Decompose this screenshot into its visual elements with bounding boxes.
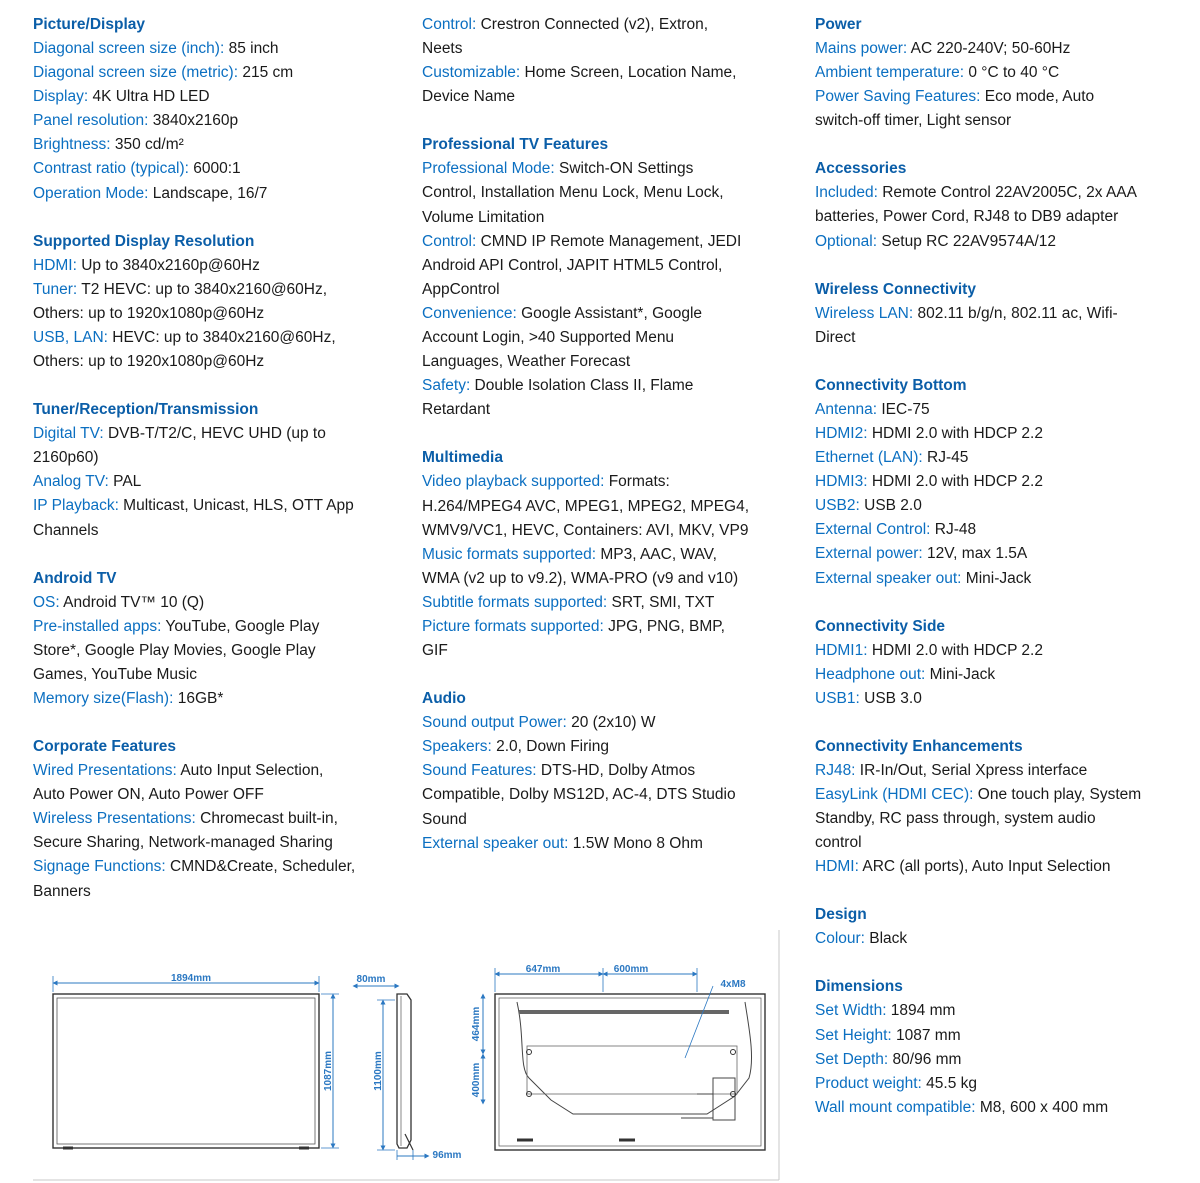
- spec-value: SRT, SMI, TXT: [607, 593, 715, 611]
- rear-screws-label: 4xM8: [720, 979, 746, 990]
- spec-line: [815, 85, 1195, 109]
- spec-value: 80/96 mm: [888, 1050, 962, 1068]
- spec-label: Tuner:: [33, 280, 78, 298]
- spec-line: [422, 398, 792, 422]
- spec-value: GIF: [422, 642, 448, 660]
- spec-line: [815, 494, 1195, 518]
- spec-label: Contrast ratio (typical):: [33, 160, 189, 178]
- section-title: Power: [815, 16, 862, 33]
- spec-column-2: [422, 13, 792, 880]
- section-title: Corporate Features: [33, 738, 176, 756]
- spec-line: [33, 494, 403, 518]
- dimension-drawing: [33, 928, 781, 1181]
- spec-value: switch-off timer, Light sensor: [815, 112, 1012, 130]
- section-title: Wireless Connectivity: [815, 280, 976, 298]
- spec-value: Landscape, 16/7: [148, 184, 268, 202]
- section-title: Connectivity Side: [815, 617, 946, 635]
- spec-value: USB 2.0: [859, 497, 922, 515]
- spec-line: [33, 807, 403, 831]
- spec-line: [422, 470, 792, 494]
- spec-line: [33, 278, 403, 302]
- spec-value: Neets: [422, 40, 463, 58]
- section-title: Android TV: [33, 569, 117, 587]
- spec-value: control: [815, 834, 862, 852]
- spec-label: Panel resolution:: [33, 112, 149, 130]
- spec-label: EasyLink (HDMI CEC):: [815, 785, 974, 803]
- spec-line: [815, 181, 1195, 205]
- spec-label: Control:: [422, 232, 477, 250]
- spec-value: AppControl: [422, 280, 500, 298]
- section-title: Professional TV Features: [422, 136, 609, 154]
- spec-value: CMND&Create, Scheduler,: [165, 858, 356, 876]
- spec-label: Memory size(Flash):: [33, 689, 174, 707]
- spec-label: OS:: [33, 593, 60, 611]
- spec-value: Direct: [815, 328, 856, 346]
- spec-label: External power:: [815, 545, 923, 563]
- spec-line: [422, 230, 792, 254]
- spec-label: Display:: [33, 88, 89, 106]
- spec-value: Mini-Jack: [925, 665, 996, 683]
- spec-label: HDMI2:: [815, 424, 868, 442]
- section-title: Multimedia: [422, 449, 503, 467]
- spec-line: [815, 831, 1195, 855]
- spec-line: [422, 832, 792, 856]
- spec-line: [422, 157, 792, 181]
- spec-label: USB1:: [815, 689, 860, 707]
- spec-label: Brightness:: [33, 136, 111, 154]
- spec-line: [422, 519, 792, 543]
- spec-value: 85 inch: [224, 40, 279, 57]
- spec-line: [422, 181, 792, 205]
- rear-upper-label: 464mm: [471, 1006, 482, 1042]
- spec-value: 16GB*: [173, 689, 224, 707]
- spec-label: Picture formats supported:: [422, 617, 604, 635]
- spec-label: Product weight:: [815, 1074, 922, 1092]
- spec-line: [33, 61, 403, 85]
- side-depth-bottom-label: 96mm: [432, 1150, 462, 1161]
- spec-line: [422, 639, 792, 663]
- spec-line: [33, 687, 403, 711]
- spec-value: 12V, max 1.5A: [922, 545, 1028, 563]
- section-design: [815, 903, 1195, 951]
- spec-line: [422, 326, 792, 350]
- spec-label: Safety:: [422, 377, 471, 395]
- spec-value: HDMI 2.0 with HDCP 2.2: [867, 641, 1043, 659]
- spec-value: ARC (all ports), Auto Input Selection: [858, 858, 1111, 876]
- section-accessories: [815, 157, 1195, 253]
- section-title: Picture/Display: [33, 16, 145, 33]
- spec-value: Chromecast built-in,: [195, 810, 338, 828]
- spec-value: Account Login, >40 Supported Menu: [422, 329, 675, 347]
- rear-bracket: [527, 1046, 737, 1094]
- front-height-label: 1087mm: [323, 1050, 334, 1092]
- spec-line: [422, 735, 792, 759]
- spec-value: Double Isolation Class II, Flame: [470, 377, 694, 395]
- spec-label: Optional:: [815, 232, 878, 250]
- spec-value: JPG, PNG, BMP,: [603, 617, 725, 635]
- spec-line: [815, 470, 1195, 494]
- spec-label: Set Width:: [815, 1002, 887, 1020]
- spec-value: Device Name: [422, 88, 516, 106]
- spec-label: HDMI3:: [815, 473, 868, 491]
- spec-value: YouTube, Google Play: [161, 617, 320, 635]
- section-corporate-features: [33, 735, 403, 904]
- spec-line: [422, 567, 792, 591]
- spec-label: Headphone out:: [815, 665, 926, 683]
- spec-line: [33, 109, 403, 133]
- spec-line: [815, 326, 1195, 350]
- spec-value: 3840x2160p: [148, 112, 239, 130]
- spec-value: 6000:1: [188, 160, 241, 178]
- spec-value: CMND IP Remote Management, JEDI: [476, 232, 742, 250]
- spec-line: [815, 639, 1195, 663]
- spec-line: [815, 37, 1195, 61]
- spec-label: Wireless Presentations:: [33, 810, 196, 828]
- spec-line: [33, 350, 403, 374]
- spec-line: [33, 615, 403, 639]
- section-connectivity-side: [815, 615, 1195, 711]
- spec-label: HDMI1:: [815, 641, 868, 659]
- section-title: Accessories: [815, 160, 907, 178]
- front-outer: [53, 994, 319, 1148]
- spec-line: [33, 302, 403, 326]
- spec-line: [422, 591, 792, 615]
- side-view: [355, 974, 462, 1161]
- rear-outer: [495, 994, 765, 1150]
- spec-label: Convenience:: [422, 304, 517, 322]
- spec-line: [422, 254, 792, 278]
- spec-value: RJ-45: [922, 449, 969, 467]
- spec-value: 20 (2x10) W: [566, 714, 656, 732]
- spec-label: Professional Mode:: [422, 160, 555, 178]
- spec-line: [815, 542, 1195, 566]
- spec-value: One touch play, System: [973, 785, 1142, 803]
- spec-value: 2.0, Down Firing: [491, 738, 609, 756]
- spec-line: [422, 783, 792, 807]
- spec-line: [815, 230, 1195, 254]
- spec-label: USB2:: [815, 497, 860, 515]
- spec-label: Customizable:: [422, 64, 521, 82]
- spec-value: Compatible, Dolby MS12D, AC-4, DTS Studio: [422, 786, 736, 804]
- spec-value: Retardant: [422, 401, 491, 419]
- spec-line: [33, 422, 403, 446]
- spec-label: Ethernet (LAN):: [815, 449, 923, 467]
- section-title: Connectivity Bottom: [815, 376, 967, 394]
- spec-line: [815, 855, 1195, 879]
- spec-value: Remote Control 22AV2005C, 2x AAA: [877, 184, 1137, 202]
- section-title: Connectivity Enhancements: [815, 737, 1023, 755]
- spec-line: [33, 639, 403, 663]
- section-connectivity-enhancements: [815, 735, 1195, 879]
- spec-line: [33, 591, 403, 615]
- spec-line: [815, 1072, 1195, 1096]
- spec-value: Banners: [33, 882, 91, 900]
- section-title: Audio: [422, 690, 466, 708]
- spec-line: [422, 85, 792, 109]
- spec-value: HEVC: up to 3840x2160@60Hz,: [107, 328, 336, 346]
- spec-label: Pre-installed apps:: [33, 617, 162, 635]
- section-professional-tv-features: [422, 133, 792, 422]
- spec-label: Mains power:: [815, 40, 908, 57]
- spec-line: [33, 855, 403, 879]
- spec-value: Others: up to 1920x1080p@60Hz: [33, 304, 265, 322]
- section-audio: [422, 687, 792, 856]
- spec-value: PAL: [108, 473, 142, 491]
- spec-value: Android API Control, JAPIT HTML5 Control,: [422, 256, 723, 274]
- spec-value: M8, 600 x 400 mm: [975, 1098, 1109, 1116]
- spec-value: Auto Input Selection,: [176, 762, 324, 780]
- spec-value: IR-In/Out, Serial Xpress interface: [855, 761, 1088, 779]
- section-continued: [422, 13, 792, 109]
- spec-label: External speaker out:: [815, 569, 962, 587]
- spec-label: Wireless LAN:: [815, 304, 914, 322]
- spec-value: Eco mode, Auto: [980, 88, 1095, 106]
- spec-line: [33, 663, 403, 687]
- spec-value: Google Assistant*, Google: [516, 304, 703, 322]
- spec-value: batteries, Power Cord, RJ48 to DB9 adapter: [815, 208, 1119, 226]
- section-android-tv: [33, 567, 403, 711]
- spec-value: 350 cd/m²: [110, 136, 184, 154]
- spec-line: [815, 422, 1195, 446]
- spec-value: RJ-48: [930, 521, 977, 539]
- spec-label: Diagonal screen size (metric):: [33, 64, 239, 82]
- spec-value: IEC-75: [877, 400, 930, 418]
- spec-value: Up to 3840x2160p@60Hz: [76, 256, 260, 274]
- spec-label: Power Saving Features:: [815, 88, 981, 106]
- spec-value: Standby, RC pass through, system audio: [815, 810, 1096, 828]
- spec-line: [422, 615, 792, 639]
- section-tuner-reception-transmission: [33, 398, 403, 542]
- spec-label: Operation Mode:: [33, 184, 149, 202]
- section-dimensions: [815, 975, 1195, 1119]
- spec-line: [815, 567, 1195, 591]
- side-profile: [397, 994, 411, 1148]
- spec-label: External Control:: [815, 521, 931, 539]
- spec-line: [815, 663, 1195, 687]
- spec-label: Colour:: [815, 930, 865, 948]
- section-supported-display-resolution: [33, 230, 403, 374]
- spec-line: [815, 109, 1195, 133]
- spec-line: [815, 1096, 1195, 1120]
- spec-value: Auto Power ON, Auto Power OFF: [33, 786, 264, 804]
- spec-value: Secure Sharing, Network-managed Sharing: [33, 834, 333, 852]
- spec-value: MP3, AAC, WAV,: [596, 545, 717, 563]
- spec-value: H.264/MPEG4 AVC, MPEG1, MPEG2, MPEG4,: [422, 497, 750, 515]
- spec-line: [33, 254, 403, 278]
- spec-line: [422, 278, 792, 302]
- spec-line: [33, 470, 403, 494]
- spec-line: [33, 880, 403, 904]
- spec-value: WMA (v2 up to v9.2), WMA-PRO (v9 and v10): [422, 569, 739, 587]
- spec-line: [815, 1024, 1195, 1048]
- spec-line: [815, 759, 1195, 783]
- spec-line: [33, 133, 403, 157]
- spec-value: Others: up to 1920x1080p@60Hz: [33, 353, 265, 371]
- rear-view: [471, 964, 765, 1150]
- spec-value: Black: [864, 930, 908, 948]
- spec-label: Antenna:: [815, 400, 878, 418]
- spec-label: IP Playback:: [33, 497, 119, 515]
- spec-line: [422, 37, 792, 61]
- spec-label: Sound Features:: [422, 762, 537, 780]
- spec-value: WMV9/VC1, HEVC, Containers: AVI, MKV, VP9: [422, 521, 749, 539]
- section-title: Supported Display Resolution: [33, 232, 255, 250]
- spec-value: HDMI 2.0 with HDCP 2.2: [867, 424, 1043, 442]
- spec-label: Video playback supported:: [422, 473, 605, 491]
- spec-label: Music formats supported:: [422, 545, 597, 563]
- spec-line: [422, 13, 792, 37]
- spec-label: USB, LAN:: [33, 328, 108, 346]
- spec-line: [422, 495, 792, 519]
- side-depth-top-label: 80mm: [356, 974, 386, 985]
- section-title: Dimensions: [815, 978, 903, 996]
- spec-value: Games, YouTube Music: [33, 665, 197, 683]
- rear-screws-leader: [685, 986, 713, 1058]
- spec-value: 1087 mm: [891, 1026, 961, 1044]
- section-multimedia: [422, 446, 792, 663]
- spec-value: AC 220-240V; 50-60Hz: [907, 40, 1071, 57]
- rear-top-strip: [519, 1010, 729, 1014]
- spec-value: 45.5 kg: [921, 1074, 977, 1092]
- spec-label: Wall mount compatible:: [815, 1098, 976, 1116]
- rear-connector-panel: [713, 1078, 735, 1120]
- spec-value: 2160p60): [33, 449, 99, 467]
- section-wireless-connectivity: [815, 278, 1195, 350]
- section-title: Design: [815, 906, 867, 924]
- spec-label: HDMI:: [33, 256, 77, 274]
- spec-column-1: [33, 13, 403, 928]
- spec-line: [422, 302, 792, 326]
- spec-label: Subtitle formats supported:: [422, 593, 608, 611]
- rear-screw-2: [731, 1050, 736, 1055]
- spec-label: Set Depth:: [815, 1050, 889, 1068]
- spec-label: Wired Presentations:: [33, 762, 177, 780]
- spec-line: [815, 807, 1195, 831]
- spec-label: External speaker out:: [422, 834, 569, 852]
- rear-lower-label: 400mm: [471, 1062, 482, 1098]
- spec-value: Channels: [33, 521, 99, 539]
- section-title: Tuner/Reception/Transmission: [33, 401, 259, 419]
- spec-value: DTS-HD, Dolby Atmos: [536, 762, 696, 780]
- spec-value: 1894 mm: [886, 1002, 956, 1020]
- spec-line: [815, 518, 1195, 542]
- spec-line: [815, 446, 1195, 470]
- spec-value: Sound: [422, 810, 467, 828]
- spec-value: USB 3.0: [859, 689, 922, 707]
- spec-label: HDMI:: [815, 858, 859, 876]
- spec-value: Crestron Connected (v2), Extron,: [476, 16, 709, 33]
- spec-line: [33, 37, 403, 61]
- spec-line: [422, 61, 792, 85]
- spec-line: [422, 374, 792, 398]
- spec-line: [815, 999, 1195, 1023]
- spec-label: Set Height:: [815, 1026, 892, 1044]
- spec-label: RJ48:: [815, 761, 856, 779]
- spec-line: [815, 302, 1195, 326]
- spec-line: [33, 519, 403, 543]
- spec-column-3: [815, 13, 1195, 1144]
- spec-value: 1.5W Mono 8 Ohm: [568, 834, 703, 852]
- rear-inner: [499, 998, 761, 1146]
- spec-value: Volume Limitation: [422, 208, 545, 226]
- spec-line: [815, 687, 1195, 711]
- spec-label: Digital TV:: [33, 425, 104, 443]
- spec-value: Android TV™ 10 (Q): [59, 593, 205, 611]
- spec-label: Speakers:: [422, 738, 492, 756]
- spec-value: T2 HEVC: up to 3840x2160@60Hz,: [77, 280, 328, 298]
- spec-value: 0 °C to 40 °C: [964, 64, 1060, 82]
- spec-label: Ambient temperature:: [815, 64, 965, 82]
- spec-line: [33, 783, 403, 807]
- spec-line: [815, 927, 1195, 951]
- spec-value: 215 cm: [238, 64, 294, 82]
- spec-value: Setup RC 22AV9574A/12: [877, 232, 1056, 250]
- spec-line: [33, 157, 403, 181]
- spec-line: [33, 85, 403, 109]
- spec-label: Control:: [422, 16, 477, 33]
- section-picture-display: [33, 13, 403, 206]
- spec-value: DVB-T/T2/C, HEVC UHD (up to: [103, 425, 326, 443]
- spec-line: [33, 831, 403, 855]
- rear-left-label: 647mm: [525, 964, 561, 975]
- section-power: [815, 13, 1195, 133]
- spec-line: [815, 205, 1195, 229]
- spec-value: Languages, Weather Forecast: [422, 353, 631, 371]
- spec-value: Mini-Jack: [961, 569, 1032, 587]
- spec-value: 802.11 b/g/n, 802.11 ac, Wifi-: [913, 304, 1118, 322]
- front-width-label: 1894mm: [170, 973, 212, 984]
- spec-line: [815, 398, 1195, 422]
- section-connectivity-bottom: [815, 374, 1195, 591]
- spec-line: [33, 182, 403, 206]
- spec-label: Diagonal screen size (inch):: [33, 40, 225, 57]
- spec-label: Analog TV:: [33, 473, 109, 491]
- rear-housing: [517, 1002, 752, 1114]
- spec-line: [422, 543, 792, 567]
- spec-value: Control, Installation Menu Lock, Menu Lock,: [422, 184, 724, 202]
- front-inner: [57, 998, 315, 1144]
- spec-value: Store*, Google Play Movies, Google Play: [33, 641, 316, 659]
- spec-value: Home Screen, Location Name,: [520, 64, 737, 82]
- spec-line: [815, 1048, 1195, 1072]
- spec-line: [422, 206, 792, 230]
- spec-value: Formats:: [604, 473, 670, 491]
- spec-value: HDMI 2.0 with HDCP 2.2: [867, 473, 1043, 491]
- spec-value: Switch-ON Settings: [554, 160, 694, 178]
- spec-line: [33, 759, 403, 783]
- spec-line: [422, 711, 792, 735]
- spec-line: [422, 808, 792, 832]
- spec-line: [422, 759, 792, 783]
- front-view: [53, 973, 339, 1148]
- spec-line: [815, 61, 1195, 85]
- rear-right-label: 600mm: [613, 964, 649, 975]
- spec-line: [33, 326, 403, 350]
- spec-value: 4K Ultra HD LED: [88, 88, 210, 106]
- side-height-label: 1100mm: [373, 1051, 384, 1091]
- spec-label: Sound output Power:: [422, 714, 567, 732]
- spec-line: [33, 446, 403, 470]
- spec-line: [422, 350, 792, 374]
- spec-label: Signage Functions:: [33, 858, 166, 876]
- spec-label: Included:: [815, 184, 878, 202]
- spec-value: Multicast, Unicast, HLS, OTT App: [118, 497, 354, 515]
- spec-line: [815, 783, 1195, 807]
